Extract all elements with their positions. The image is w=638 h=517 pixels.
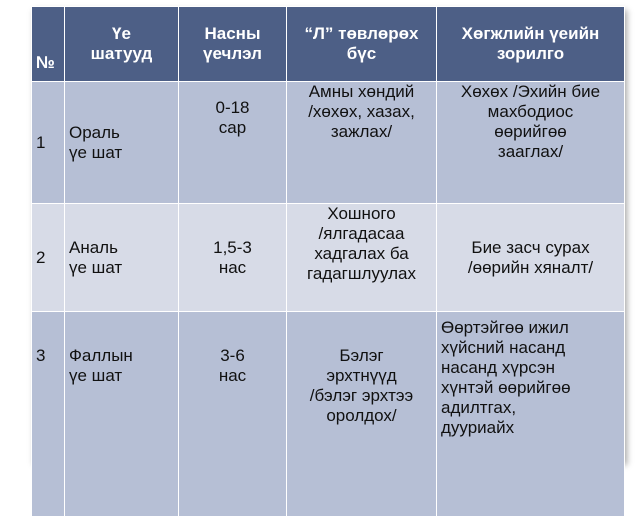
zone-text: эрхтнүүд: [326, 366, 397, 385]
goal-cell: [437, 204, 625, 312]
stage-text: Ораль: [69, 122, 120, 142]
goal-text: хүйсний насанд: [441, 338, 566, 357]
zone-text: оролдох/: [326, 406, 397, 425]
stage-text: Фаллын: [69, 346, 133, 365]
goal-cell: [437, 312, 625, 517]
age-text: 1,5-3: [213, 237, 252, 257]
header-stage: [65, 7, 179, 82]
stage-text: үе шат: [69, 366, 123, 385]
goal-text: /өөрийн хяналт/: [467, 257, 594, 277]
row-number: [32, 312, 65, 517]
header-row: [32, 7, 625, 82]
table-row: [32, 204, 625, 312]
zone-text: Бэлэг: [339, 346, 384, 365]
psychosexual-stages-table: [31, 6, 625, 517]
goal-text: насанд хүрсэн: [441, 358, 556, 377]
header-number-label: №: [36, 53, 55, 72]
zone-text: зажлах/: [330, 122, 393, 141]
age-text: сар: [218, 118, 247, 137]
stage-cell: [65, 204, 179, 312]
goal-text: зааглах/: [497, 142, 564, 161]
age-cell: [179, 312, 287, 517]
goal-text: дууриайх: [441, 418, 515, 437]
goal-text: махбодиос: [487, 102, 574, 121]
table-row: [32, 82, 625, 204]
age-text: нас: [218, 366, 247, 385]
zone-text: хадгалах ба: [314, 244, 409, 263]
stage-cell: [65, 312, 179, 517]
zone-text: Хошного: [327, 204, 396, 223]
row-number-text: 2: [36, 247, 46, 267]
goal-text: адилтгах,: [441, 398, 517, 417]
stages-table-container: [31, 6, 624, 461]
stage-text: үе шат: [69, 142, 123, 162]
goal-text: хүнтэй өөрийгөө: [441, 378, 571, 397]
table-row: [32, 312, 625, 517]
header-age-line2: үечлэл: [203, 44, 262, 63]
header-zone: [287, 7, 437, 82]
age-text: 3-6: [220, 346, 245, 365]
header-zone-line2: бүс: [346, 44, 377, 63]
stage-text: Аналь: [69, 237, 118, 257]
row-number: [32, 204, 65, 312]
age-text: нас: [218, 257, 247, 277]
zone-cell: [287, 312, 437, 517]
header-zone-line1: “Л” төвлөрөх: [304, 24, 419, 43]
stage-text: үе шат: [69, 257, 123, 277]
header-age-line1: Насны: [204, 24, 261, 43]
zone-text: /ялгадасаа: [318, 224, 405, 243]
row-number-text: 1: [36, 132, 46, 152]
header-stage-line1: Үе: [112, 24, 131, 43]
row-number-text: 3: [36, 346, 46, 365]
header-number: [32, 7, 65, 82]
zone-cell: [287, 82, 437, 204]
goal-text: Бие засч сурах: [471, 237, 590, 257]
header-goal-line1: Хөгжлийн үеийн: [461, 24, 600, 43]
age-cell: [179, 204, 287, 312]
zone-cell: [287, 204, 437, 312]
goal-text: Хөхөх /Эхийн бие: [460, 82, 601, 101]
header-stage-line2: шатууд: [90, 44, 153, 63]
header-goal: [437, 7, 625, 82]
goal-text: өөрийгөө: [494, 122, 567, 141]
zone-text: /хөхөх, хазах,: [308, 102, 415, 121]
zone-text: Амны хөндий: [308, 82, 415, 101]
header-goal-line2: зорилго: [496, 44, 565, 63]
age-text: 0-18: [215, 98, 250, 117]
header-age: [179, 7, 287, 82]
age-cell: [179, 82, 287, 204]
row-number: [32, 82, 65, 204]
zone-text: гадагшлуулах: [307, 264, 416, 283]
zone-text: /бэлэг эрхтээ: [309, 386, 414, 405]
goal-text: Өөртэйгөө ижил: [441, 318, 569, 337]
goal-cell: [437, 82, 625, 204]
stage-cell: [65, 82, 179, 204]
